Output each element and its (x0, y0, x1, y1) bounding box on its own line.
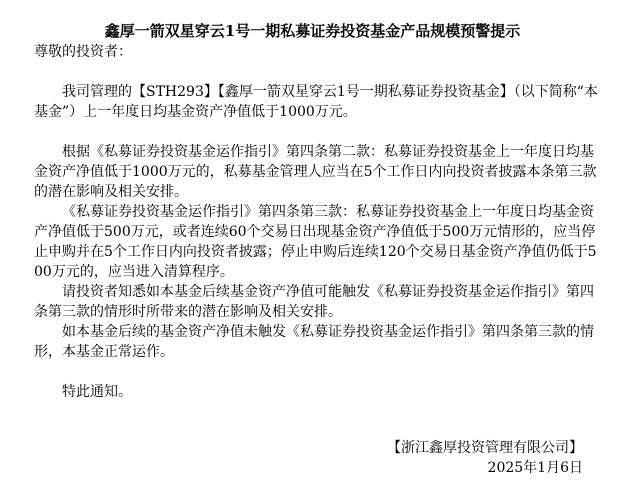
paragraph-normal-operation: 如本基金后续的基金资产净值未触发《私募证券投资基金运作指引》第四条第三款的情形，本基金正常运作。 (34, 324, 594, 360)
paragraph-closing: 特此通知。 (62, 384, 132, 400)
paragraph-article-4-clause-2: 根据《私募证券投资基金运作指引》第四条第二款：私募证券投资基金上一年度日均基金资产净值低于1000万元的，私募基金管理人应当在5个工作日内向投资者披露本条第三款的潜在影响及相关安排。 (34, 144, 597, 200)
signature-block (387, 438, 583, 478)
paragraph-article-4-clause-3: 《私募证券投资基金运作指引》第四条第三款：私募证券投资基金上一年度日均基金资产净值低于500万元，或者连续60个交易日出现基金资产净值低于500万元情形的，应当停止申购并在5个工作日内向投资者披露；停止申购后连续120个交易日基金资产净值仍低于500万元的，应当进入清算程序。 (34, 204, 597, 280)
paragraph-spacer (34, 362, 600, 382)
document-title: 鑫厚一箭双星穿云1号一期私募证券投资基金产品规模预警提示 (104, 22, 521, 40)
paragraph-fund-statement: 我司管理的【STH293】【鑫厚一箭双星穿云1号一期私募证券投资基金】（以下简称“本基金”）上一年度日均基金资产净值低于1000万元。 (34, 84, 598, 120)
paragraph-investor-notice: 请投资者知悉如本基金后续基金资产净值可能触发《私募证券投资基金运作指引》第四条第三款的情形时所带来的潜在影响及相关安排。 (34, 284, 594, 320)
company-name: 【浙江鑫厚投资管理有限公司】 (387, 440, 583, 456)
salutation: 尊敬的投资者： (34, 44, 132, 60)
paragraph-spacer (34, 122, 600, 142)
notice-date: 2025年1月6日 (487, 460, 583, 476)
document-body (34, 82, 600, 402)
